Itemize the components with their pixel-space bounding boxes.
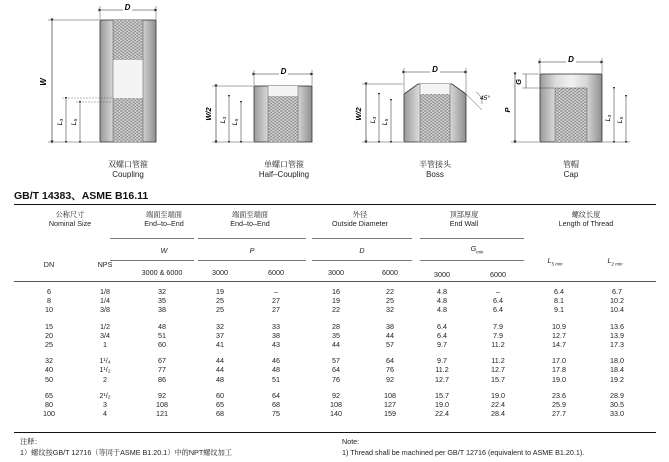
table-cell: 10 [45,305,53,315]
table-cell: 121 [156,409,168,419]
table-cell: 64 [332,365,340,375]
header-outside-diameter [310,210,410,228]
label-sep-d [312,260,412,261]
label-sep-p [198,260,306,261]
table-cell: 25 [45,340,53,349]
header-end-to-end-p [200,210,300,228]
table-cell: 8.1 [554,296,564,306]
caption-boss-cn: 半管接头 [419,160,451,169]
table-cell: 15.7 [491,374,505,384]
notes-cn [20,436,320,458]
table-cell: 6.4 [554,287,564,296]
header-end-to-end-w-en: End–to–End [144,219,184,228]
table-cell: 159 [384,409,396,419]
caption-coupling-cn: 双螺口管箍 [108,160,148,169]
symbol-l5 [540,256,570,268]
header-end-to-end-p-cn: 端面至端面 [232,210,268,219]
symbol-g-letter: G [470,244,477,253]
symbol-g-sub: min [476,249,484,255]
dim-l5-label-4: L₅ [617,116,624,124]
table-cell: 28.4 [491,409,505,419]
table-cell: 3/8 [100,305,110,315]
symbol-l5-letter: L [547,256,552,265]
table-cell: 38 [386,321,394,331]
notes-en [342,436,662,458]
table-cell: 76 [386,365,394,375]
table-cell: 15.7 [435,390,449,400]
dim-p-label: P [503,107,512,113]
table-cell: 92 [158,390,166,400]
caption-boss-en: Boss [426,170,444,179]
table-cell: 19.2 [610,374,624,384]
table-cell: 10.4 [610,305,624,315]
caption-coupling-en: Coupling [112,170,144,179]
table-cell: 14.7 [552,340,566,349]
caption-cap [531,160,611,180]
table-cell: 86 [158,374,166,384]
table-cell: 19.0 [435,400,449,409]
dim-l5-label-2: L₅ [232,118,239,126]
table-cell: 108 [384,390,396,400]
col-label-d3000: 3000 [328,268,344,277]
table-cell: 35 [158,296,166,306]
table-cell: 65 [45,390,53,400]
table-header-rule [14,281,656,282]
table-cell: 35 [332,330,340,340]
table-cell: 28 [332,321,340,331]
table-cell: 20 [45,330,53,340]
col-label-p6000: 6000 [268,268,284,277]
symbol-l2-sub: 2 min [611,261,623,267]
table-cell: 67 [158,356,166,366]
table-cell: 33.0 [610,409,624,419]
dim-g-label: G [514,79,523,85]
notes-en-line: 1) Thread shall be machined per GB/T 12716 (equivalent to ASME B1.20.1). [342,448,585,457]
table-cell: 48 [158,321,166,331]
table-cell: – [496,287,500,296]
table-cell: 46 [272,356,280,366]
table-cell: 1¹/₄ [99,356,111,366]
table-cell: 3/4 [100,330,110,340]
table-cell: 12.7 [435,374,449,384]
table-cell: 108 [156,400,168,409]
table-cell: 11.2 [491,356,505,366]
table-cell: 19 [216,287,224,296]
table-cell: 32 [45,356,53,366]
table-cell: 9.7 [437,356,447,366]
table-cell: 60 [216,390,224,400]
dim-w-label: W [39,78,48,86]
half-coupling-drawing [204,66,312,142]
table-cell: 57 [332,356,340,366]
table-cell: 6.7 [612,287,622,296]
table-top-rule [14,204,656,205]
header-nominal-size-en: Nominal Size [48,219,92,228]
table-cell: 25 [216,296,224,306]
table-cell: 44 [332,340,340,349]
table-cell: 15 [45,321,53,331]
table-cell: 7.9 [493,321,503,331]
table-cell: 2¹/₂ [99,390,111,400]
caption-cap-cn: 管帽 [563,160,579,169]
header-end-wall [414,210,514,228]
table-cell: 19 [332,296,340,306]
table-cell: 38 [272,330,280,340]
table-cell: 60 [158,340,166,349]
header-outside-diameter-cn: 外径 [352,210,368,219]
table-cell: 32 [216,321,224,331]
table-cell: 4.8 [437,287,447,296]
table-cell: 7.9 [493,330,503,340]
symbol-w: W [160,246,168,255]
table-cell: 76 [332,374,340,384]
table-cell: 64 [272,390,280,400]
table-cell: 13.9 [610,330,624,340]
col-label-w: 3000 & 6000 [141,268,183,277]
table-cell: 68 [272,400,280,409]
table-cell: 8 [47,296,51,306]
table-cell: 3 [103,400,107,409]
dim-l5-label-3: L₅ [382,118,389,126]
header-length-of-thread-cn: 螺纹长度 [571,210,601,219]
notes-en-title: Note: [342,437,360,446]
dim-l3-label-4: L₃ [605,114,612,122]
table-cell: 1/2 [100,321,110,331]
dim-d-label-3: D [432,65,438,74]
table-cell: 23.6 [552,390,566,400]
table-cell: 27.7 [552,409,566,419]
table-cell: 22.4 [491,400,505,409]
table-cell: 9.1 [554,305,564,315]
header-end-to-end-w [116,210,212,228]
table-cell: 44 [216,356,224,366]
symbol-l2 [600,256,630,268]
caption-cap-en: Cap [563,170,579,179]
table-cell: 11.2 [491,340,505,349]
caption-half-coupling [244,160,324,180]
table-cell: 44 [216,365,224,375]
table-cell: 44 [386,330,394,340]
header-sep-d [312,238,412,239]
dim-w2-label-2: W/2 [354,107,363,121]
table-cell: 6.4 [437,321,447,331]
angle-label: 45° [480,95,490,102]
col-label-d6000: 6000 [382,268,398,277]
table-cell: 13.6 [610,321,624,331]
table-cell: 38 [158,305,166,315]
table-cell: 11.2 [435,365,449,375]
symbol-d: D [359,246,365,255]
table-cell: 10.9 [552,321,566,331]
table-cell: 37 [216,330,224,340]
table-cell: 51 [158,330,166,340]
table-cell: 12.7 [552,330,566,340]
symbol-l2-letter: L [607,256,612,265]
dim-d-label: D [124,3,131,12]
table-cell: 100 [43,409,55,419]
symbol-p: P [249,246,255,255]
caption-half-coupling-cn: 单螺口管箍 [264,160,304,169]
table-cell: 22 [332,305,340,315]
table-cell: 57 [386,340,394,349]
fitting-figures [0,0,669,200]
table-cell: 25.9 [552,400,566,409]
coupling-drawing [39,2,156,142]
table-cell: 32 [158,287,166,296]
caption-boss [395,160,475,180]
table-cell: 64 [386,356,394,366]
table-cell: 4.8 [437,296,447,306]
table-cell: – [274,287,278,296]
boss-drawing [354,64,490,142]
table-cell: 80 [45,400,53,409]
table-cell: 65 [216,400,224,409]
table-cell: 75 [272,409,280,419]
label-sep-g [420,260,524,261]
table-cell: 48 [216,374,224,384]
header-end-to-end-w-cn: 端面至端面 [146,210,182,219]
table-cell: 1/8 [100,287,110,296]
table-cell: 17.0 [552,356,566,366]
cap-drawing [503,54,630,142]
table-cell: 18.0 [610,356,624,366]
table-cell: 18.4 [610,365,624,375]
table-cell: 27 [272,296,280,306]
table-cell: 68 [216,409,224,419]
notes-cn-line: 1）螺纹按GB/T 12716（等同于ASME B1.20.1）中的NPT螺纹加工 [20,448,232,457]
col-label-g6000: 6000 [490,270,506,279]
dim-w2-label: W/2 [204,107,213,121]
table-cell: 25 [386,296,394,306]
table-cell: 77 [158,365,166,375]
table-cell: 51 [272,374,280,384]
table-cell: 19.0 [552,374,566,384]
table-cell: 9.7 [437,340,447,349]
header-sep-g [420,238,524,239]
caption-half-coupling-en: Half–Coupling [258,170,310,179]
table-cell: 28.9 [610,390,624,400]
col-label-nps: NPS [97,260,113,269]
table-cell: 1¹/₂ [99,365,111,375]
table-cell: 32 [386,305,394,315]
table-cell: 127 [384,400,396,409]
header-outside-diameter-en: Outside Diameter [332,219,388,228]
table-cell: 6.4 [493,305,503,315]
col-label-p3000: 3000 [212,268,228,277]
notes-cn-title: 注释： [20,437,42,446]
table-cell: 48 [272,365,280,375]
table-cell: 41 [216,340,224,349]
table-cell: 17.3 [610,340,624,349]
header-end-wall-cn: 顶部厚度 [449,210,479,219]
header-nominal-size [20,210,120,228]
dim-d-label-2: D [280,67,287,76]
symbol-l5-sub: 5 min [551,261,563,267]
header-length-of-thread-en: Length of Thread [558,219,614,228]
table-cell: 25 [216,305,224,315]
dim-d-label-4: D [568,55,574,64]
table-cell: 140 [330,409,342,419]
dim-l5-label: L₅ [71,118,78,126]
table-cell: 17.8 [552,365,566,375]
table-cell: 33 [272,321,280,331]
col-label-dn: DN [43,260,55,269]
table-cell: 2 [103,374,107,384]
header-sep-w [110,238,194,239]
table-cell: 30.5 [610,400,624,409]
table-cell: 1/4 [100,296,110,306]
table-cell: 27 [272,305,280,315]
table-cell: 22.4 [435,409,449,419]
table-cell: 92 [332,390,340,400]
header-sep-p [198,238,306,239]
table-cell: 10.2 [610,296,624,306]
table-cell: 19.0 [491,390,505,400]
table-cell: 6.4 [493,296,503,306]
header-nominal-size-cn: 公称尺寸 [55,210,85,219]
dim-l3-label: L₃ [57,118,64,126]
col-label-g3000: 3000 [434,270,450,279]
dim-l3-label-3: L₃ [370,116,377,124]
table-cell: 22 [386,287,394,296]
table-cell: 50 [45,374,53,384]
caption-coupling [88,160,168,180]
dim-l3-label-2: L₃ [220,116,227,124]
table-cell: 108 [330,400,342,409]
symbol-g [462,244,492,256]
table-cell: 6 [47,287,51,296]
table-cell: 6.4 [437,330,447,340]
header-end-wall-en: End Wall [449,219,479,228]
standard-title: GB/T 14383、ASME B16.11 [14,190,149,202]
table-cell: 40 [45,365,53,375]
table-cell: 43 [272,340,280,349]
table-cell: 4 [103,409,107,419]
header-end-to-end-p-en: End–to–End [230,219,270,228]
header-length-of-thread [536,210,636,228]
table-cell: 16 [332,287,340,296]
table-cell: 1 [103,340,107,349]
table-cell: 92 [386,374,394,384]
table-bottom-rule [14,432,656,433]
table-cell: 4.8 [437,305,447,315]
table-cell: 12.7 [491,365,505,375]
